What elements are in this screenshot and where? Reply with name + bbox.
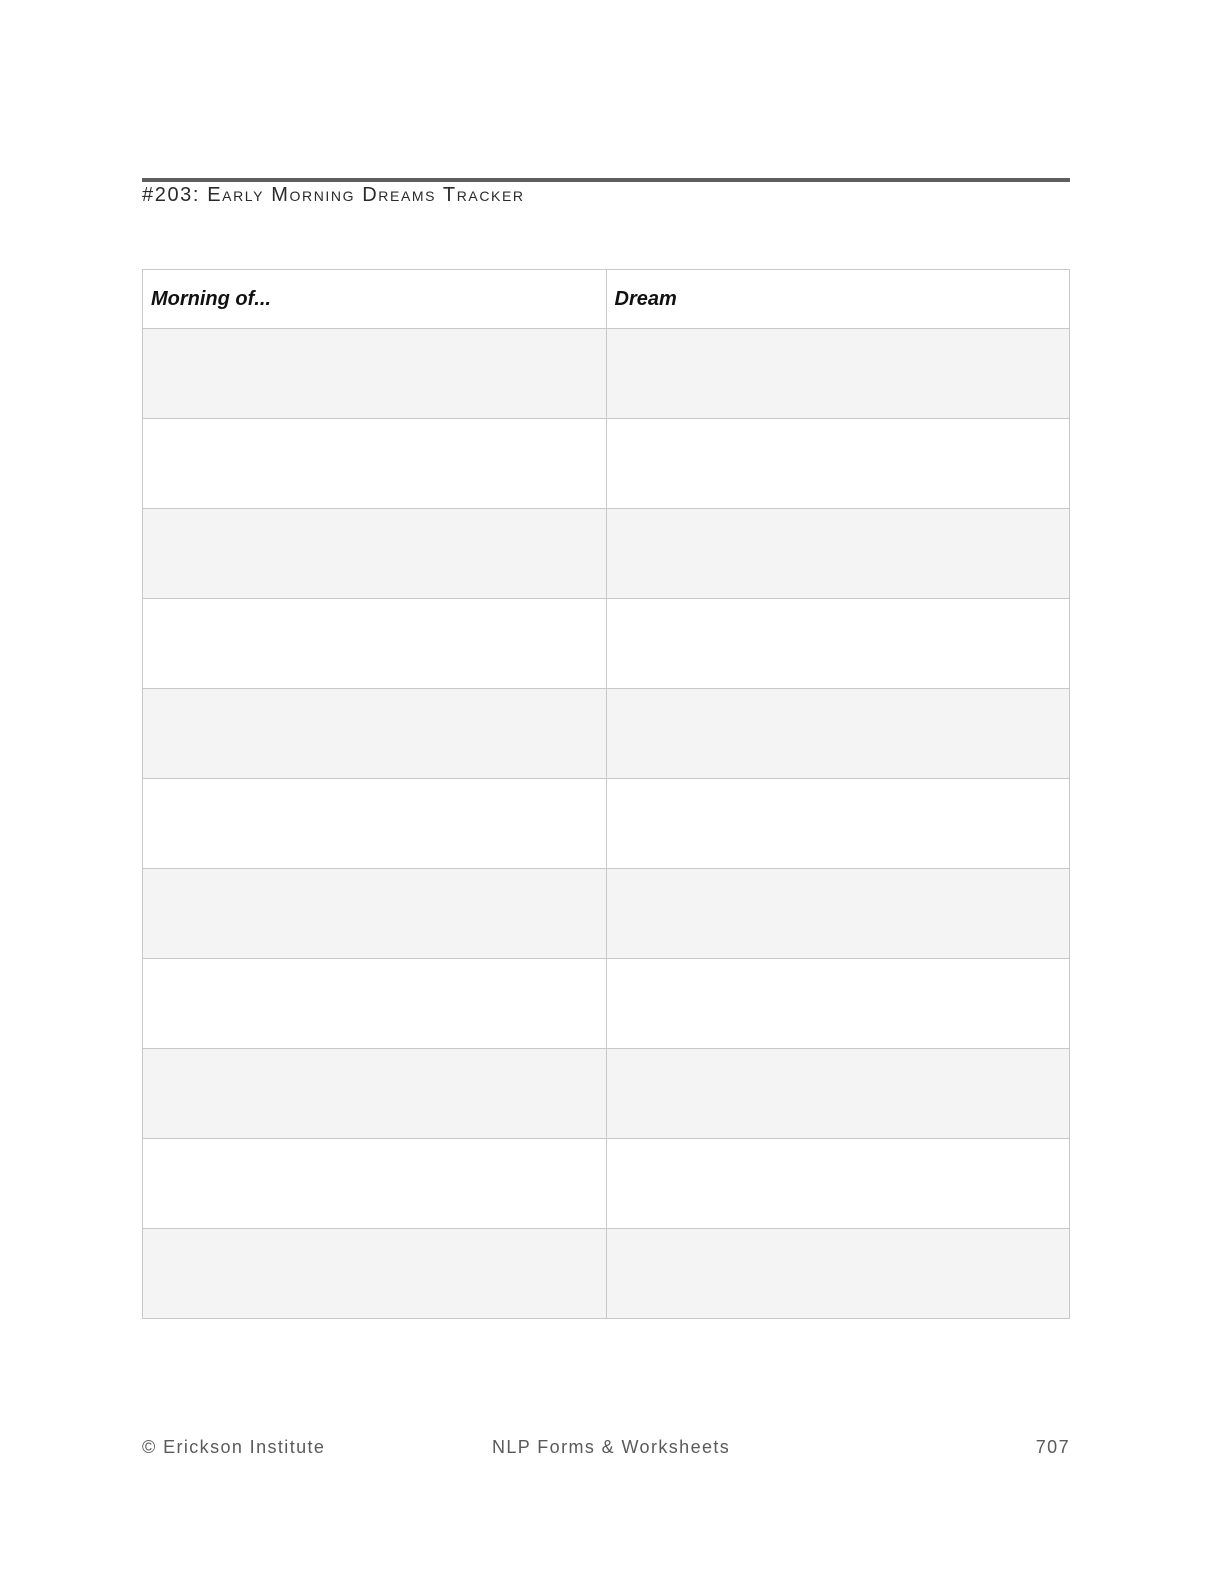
morning-of-cell[interactable]: [143, 329, 607, 419]
dream-cell[interactable]: [606, 1049, 1070, 1139]
table-row: [143, 1229, 1070, 1319]
table-row: [143, 329, 1070, 419]
footer-copyright: © Erickson Institute: [142, 1437, 326, 1457]
dreams-tracker-table: [142, 269, 1070, 1319]
table-row: [143, 509, 1070, 599]
dream-cell[interactable]: [606, 869, 1070, 959]
table-row: [143, 419, 1070, 509]
table-row: [143, 959, 1070, 1049]
table-row: [143, 1049, 1070, 1139]
dream-cell[interactable]: [606, 509, 1070, 599]
morning-of-cell[interactable]: [143, 1139, 607, 1229]
table-row: [143, 689, 1070, 779]
dream-cell[interactable]: [606, 779, 1070, 869]
dream-cell[interactable]: [606, 329, 1070, 419]
dream-cell[interactable]: [606, 1229, 1070, 1319]
morning-of-cell[interactable]: [143, 509, 607, 599]
morning-of-cell[interactable]: [143, 1229, 607, 1319]
table-row: [143, 1139, 1070, 1229]
dream-cell[interactable]: [606, 599, 1070, 689]
header-dream: Dream: [606, 270, 1070, 329]
morning-of-cell[interactable]: [143, 419, 607, 509]
table-row: [143, 779, 1070, 869]
table-header-row: [143, 270, 1070, 329]
morning-of-cell[interactable]: [143, 689, 607, 779]
page-title: #203: Early Morning Dreams Tracker: [142, 184, 525, 206]
dream-cell[interactable]: [606, 419, 1070, 509]
table-row: [143, 869, 1070, 959]
dream-cell[interactable]: [606, 959, 1070, 1049]
title-rule: [142, 178, 1070, 182]
footer-page-number: 707: [1035, 1437, 1070, 1457]
header-morning-of: Morning of...: [143, 270, 607, 329]
morning-of-cell[interactable]: [143, 599, 607, 689]
morning-of-cell[interactable]: [143, 779, 607, 869]
morning-of-cell[interactable]: [143, 1049, 607, 1139]
morning-of-cell[interactable]: [143, 869, 607, 959]
table-row: [143, 599, 1070, 689]
footer-book-title: NLP Forms & Worksheets: [492, 1437, 731, 1457]
dream-cell[interactable]: [606, 1139, 1070, 1229]
morning-of-cell[interactable]: [143, 959, 607, 1049]
dream-cell[interactable]: [606, 689, 1070, 779]
